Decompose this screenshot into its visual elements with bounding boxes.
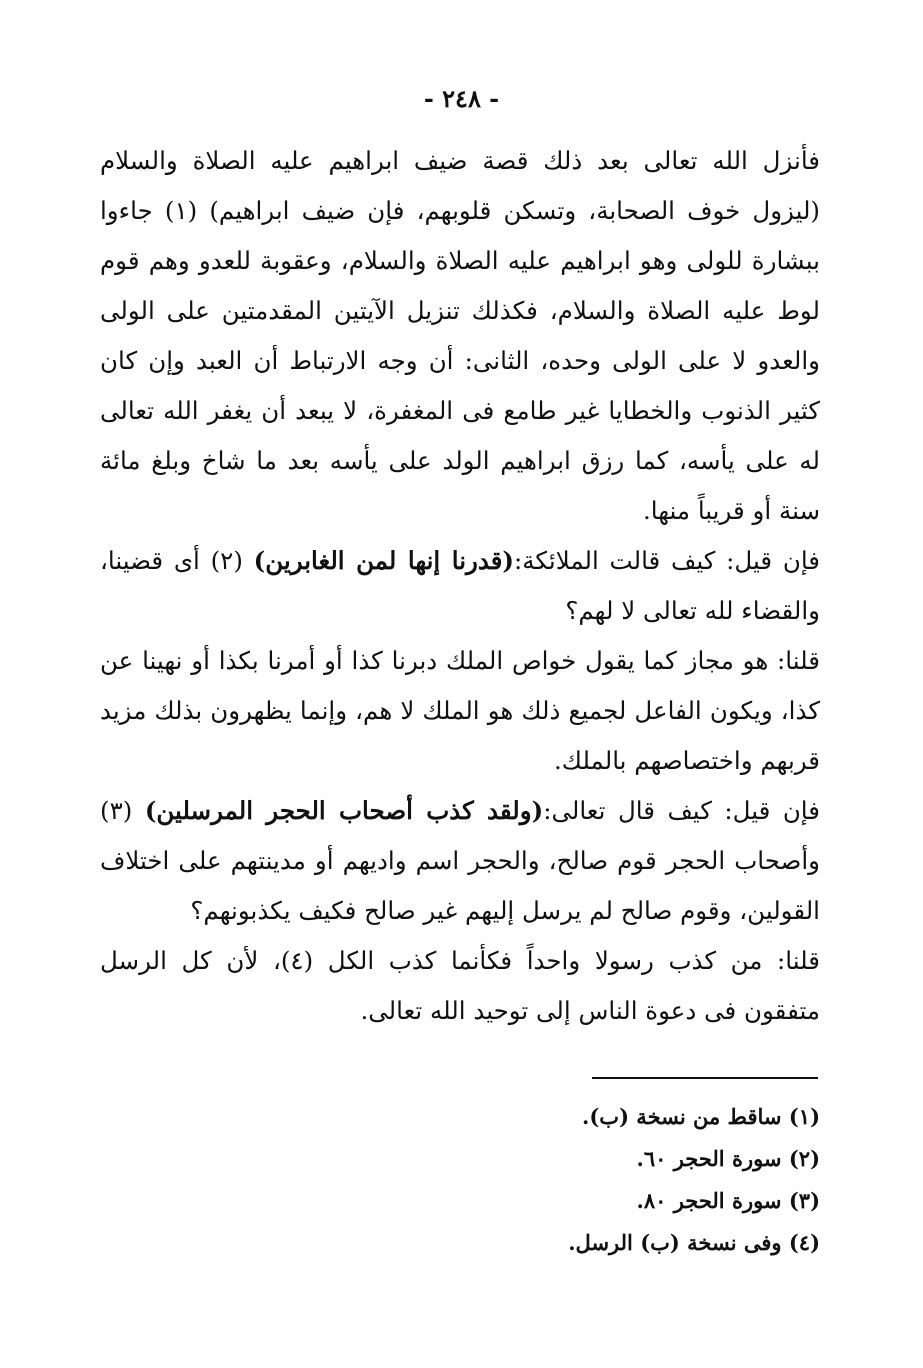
page-number: - ٢٤٨ - xyxy=(423,84,500,113)
body-text xyxy=(100,136,820,1036)
paragraph-3: قلنا: هو مجاز كما يقول خواص الملك دبرنا كذا أو أمرنا بكذا أو نهينا عن كذا، ويكون الفاعل لجميع ذلك هو الملك لا هم، وإنما يظهرون بذلك مزيد قربهم واختصاصهم بالملك. xyxy=(100,646,820,775)
footnote-1: (١) ساقط من نسخة (ب). xyxy=(582,1104,820,1129)
footnote-4: (٤) وفى نسخة (ب) الرسل. xyxy=(568,1230,820,1255)
quran-quote-1: (قدرنا إنها لمن الغابرين) xyxy=(253,546,515,575)
paragraph-2-rest: (٢) أى قضينا، والقضاء لله تعالى لا لهم؟ xyxy=(100,546,820,625)
paragraph-5: قلنا: من كذب رسولا واحداً فكأنما كذب الكل (٤)، لأن كل الرسل متفقون فى دعوة الناس إلى توحيد الله تعالى. xyxy=(100,946,820,1025)
paragraph-4 xyxy=(100,786,820,936)
paragraph-1: فأنزل الله تعالى بعد ذلك قصة ضيف ابراهيم عليه الصلاة والسلام (ليزول خوف الصحابة، وتسكن قلوبهم، فإن ضيف ابراهيم) (١) جاءوا ببشارة للولى وهو ابراهيم عليه الصلاة والسلام، وعقوبة للعدو وهم قوم لوط عليه الصلاة والسلام، فكذلك تنزيل الآيتين المقدمتين على الولى والعدو لا على الولى وحده، الثانى: أن وجه الارتباط أن العبد وإن كان كثير الذنوب والخطايا غير طامع فى المغفرة، لا يبعد أن يغفر الله تعالى له على يأسه، كما رزق ابراهيم الولد على يأسه بعد ما شاخ وبلغ مائة سنة أو قريباً منها. xyxy=(100,146,820,525)
paragraph-4-intro: فإن قيل: كيف قال تعالى: xyxy=(543,796,820,825)
quran-quote-2: (ولقد كذب أصحاب الحجر المرسلين) xyxy=(144,796,544,825)
paragraph-2-intro: فإن قيل: كيف قالت الملائكة: xyxy=(514,546,820,575)
footnote-3: (٣) سورة الحجر ٨٠. xyxy=(636,1188,820,1213)
footnote-2: (٢) سورة الحجر ٦٠. xyxy=(636,1146,820,1171)
paragraph-4-rest: (٣) وأصحاب الحجر قوم صالح، والحجر اسم واديهم أو مدينتهم على اختلاف القولين، وقوم صالح لم يرسل إليهم غير صالح فكيف يكذبونهم؟ xyxy=(100,796,820,925)
footnote-divider xyxy=(592,1077,818,1079)
paragraph-2 xyxy=(100,536,820,636)
footnotes xyxy=(300,1096,820,1264)
